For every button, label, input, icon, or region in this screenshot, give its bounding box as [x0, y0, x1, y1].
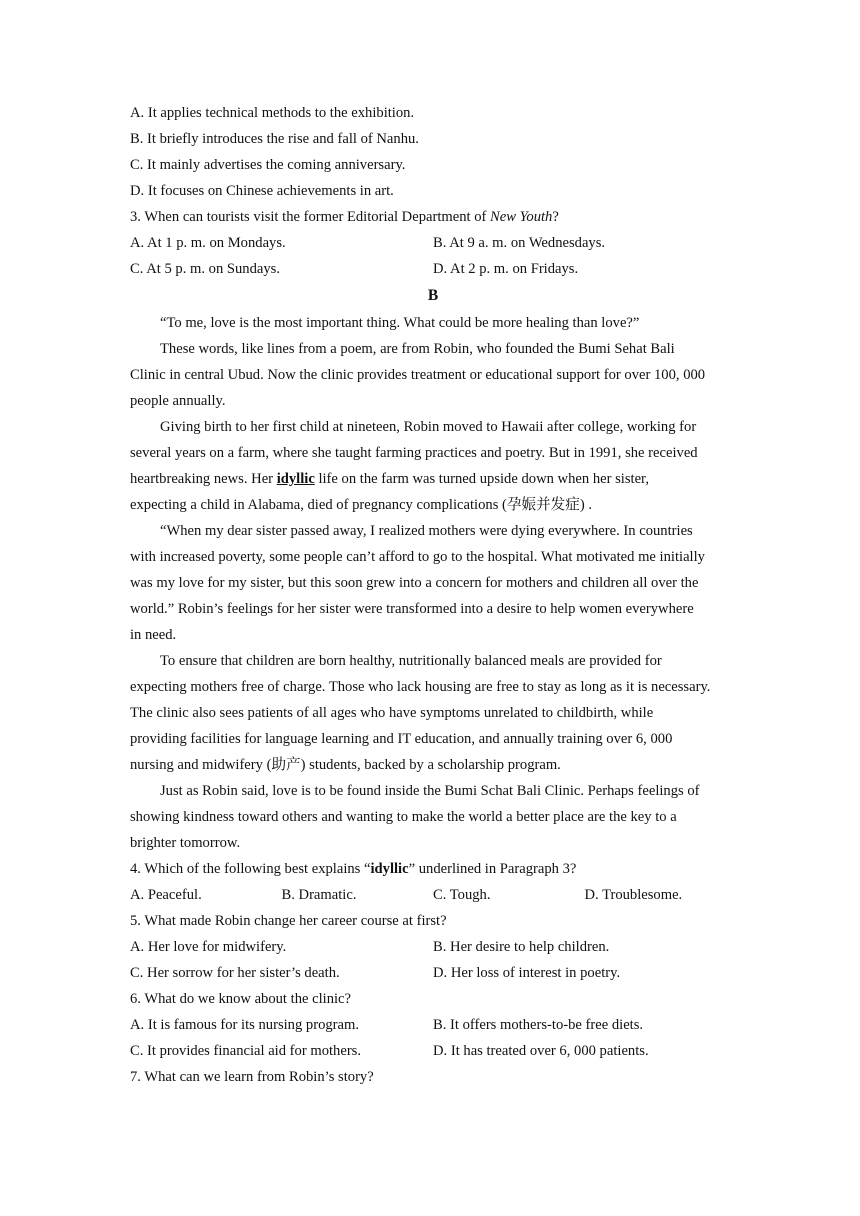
q5-option-c: C. Her sorrow for her sister’s death.: [130, 965, 340, 981]
q6-option-a: A. It is famous for its nursing program.: [130, 1017, 360, 1033]
q4-option-d: D. Troublesome.: [584, 887, 683, 903]
passage-paragraph-1: “To me, love is the most important thing. What could be more healing than love?”: [160, 315, 640, 331]
q3-option-a: A. At 1 p. m. on Mondays.: [130, 235, 286, 251]
q5-option-a: A. Her love for midwifery.: [130, 939, 287, 955]
q4-option-a: A. Peaceful.: [130, 887, 202, 903]
q4-stem-end: ” underlined in Paragraph 3?: [408, 861, 577, 877]
passage-paragraph-3-line-2: several years on a farm, where she taught farming practices and poetry. But in 1991, she received: [130, 445, 698, 461]
passage-paragraph-5-line-3: The clinic also sees patients of all ages who have symptoms unrelated to childbirth, while: [130, 705, 654, 721]
q6-option-d: D. It has treated over 6, 000 patients.: [433, 1043, 649, 1059]
section-title: B: [427, 287, 439, 304]
q7-stem: 7. What can we learn from Robin’s story?: [130, 1069, 374, 1085]
q3-stem-text: 3. When can tourists visit the former Editorial Department of: [130, 209, 491, 225]
q4-option-b: B. Dramatic.: [281, 887, 357, 903]
q5-option-b: B. Her desire to help children.: [433, 939, 610, 955]
q3-stem: [130, 204, 736, 230]
passage-paragraph-5-line-2: expecting mothers free of charge. Those who lack housing are free to stay as long as it is necessary.: [130, 679, 711, 695]
passage-paragraph-2-line-1: These words, like lines from a poem, are from Robin, who founded the Bumi Sehat Bali: [160, 341, 675, 357]
passage-paragraph-3-line-4: expecting a child in Alabama, died of pregnancy complications (孕娠并发症) .: [130, 497, 593, 513]
q4-option-c: C. Tough.: [433, 887, 491, 903]
q4-stem: [130, 856, 736, 882]
q2-option-a: A. It applies technical methods to the exhibition.: [130, 105, 415, 121]
q5-stem: 5. What made Robin change her career course at first?: [130, 913, 447, 929]
q3-option-c: C. At 5 p. m. on Sundays.: [130, 261, 281, 277]
q2-option-d: D. It focuses on Chinese achievements in art.: [130, 183, 394, 199]
passage-paragraph-4-line-3: was my love for my sister, but this soon grew into a concern for mothers and children all over the: [130, 575, 699, 591]
p3-text-after: life on the farm was turned upside down when her sister,: [314, 471, 649, 487]
q6-option-c: C. It provides financial aid for mothers.: [130, 1043, 362, 1059]
underlined-word: idyllic: [276, 471, 315, 487]
p3-text-before: heartbreaking news. Her: [130, 471, 277, 487]
q5-options-row-2: [130, 960, 736, 986]
page-content: [130, 100, 736, 1090]
passage-paragraph-4-line-2: with increased poverty, some people can’t afford to go to the hospital. What motivated me initially: [130, 549, 705, 565]
q5-option-d: D. Her loss of interest in poetry.: [433, 965, 621, 981]
q3-option-b: B. At 9 a. m. on Wednesdays.: [433, 235, 606, 251]
q6-options-row-2: [130, 1038, 736, 1064]
q6-option-b: B. It offers mothers-to-be free diets.: [433, 1017, 644, 1033]
q5-options-row-1: [130, 934, 736, 960]
q4-stem-text: 4. Which of the following best explains “: [130, 861, 371, 877]
passage-paragraph-5-line-1: To ensure that children are born healthy, nutritionally balanced meals are provided for: [160, 653, 662, 669]
passage-paragraph-4-line-5: in need.: [130, 627, 177, 643]
q6-options-row-1: [130, 1012, 736, 1038]
q3-stem-end: ?: [552, 209, 559, 225]
passage-paragraph-6-line-2: showing kindness toward others and wanting to make the world a better place are the key to a: [130, 809, 677, 825]
q6-stem: 6. What do we know about the clinic?: [130, 991, 352, 1007]
passage-paragraph-3-line-3: [130, 466, 736, 492]
q3-option-d: D. At 2 p. m. on Fridays.: [433, 261, 579, 277]
q3-options-row-2: [130, 256, 736, 282]
passage-paragraph-6-line-1: Just as Robin said, love is to be found inside the Bumi Schat Bali Clinic. Perhaps feelings of: [160, 783, 700, 799]
q2-option-c: C. It mainly advertises the coming anniversary.: [130, 157, 406, 173]
q2-option-b: B. It briefly introduces the rise and fall of Nanhu.: [130, 131, 419, 147]
passage-paragraph-2-line-3: people annually.: [130, 393, 226, 409]
passage-paragraph-4-line-4: world.” Robin’s feelings for her sister were transformed into a desire to help women everywhere: [130, 601, 694, 617]
q3-stem-italic: New Youth: [490, 209, 553, 225]
passage-paragraph-3-line-1: Giving birth to her first child at nineteen, Robin moved to Hawaii after college, working for: [160, 419, 697, 435]
q4-stem-bold-word: idyllic: [370, 861, 409, 877]
q4-options-row: [130, 882, 736, 908]
passage-paragraph-5-line-5: nursing and midwifery (助产) students, backed by a scholarship program.: [130, 757, 561, 773]
q3-options-row-1: [130, 230, 736, 256]
passage-paragraph-6-line-3: brighter tomorrow.: [130, 835, 241, 851]
passage-paragraph-4-line-1: “When my dear sister passed away, I realized mothers were dying everywhere. In countries: [160, 523, 693, 539]
passage-paragraph-2-line-2: Clinic in central Ubud. Now the clinic provides treatment or educational support for over 100, 000: [130, 367, 706, 383]
passage-paragraph-5-line-4: providing facilities for language learning and IT education, and annually training over 6, 000: [130, 731, 673, 747]
